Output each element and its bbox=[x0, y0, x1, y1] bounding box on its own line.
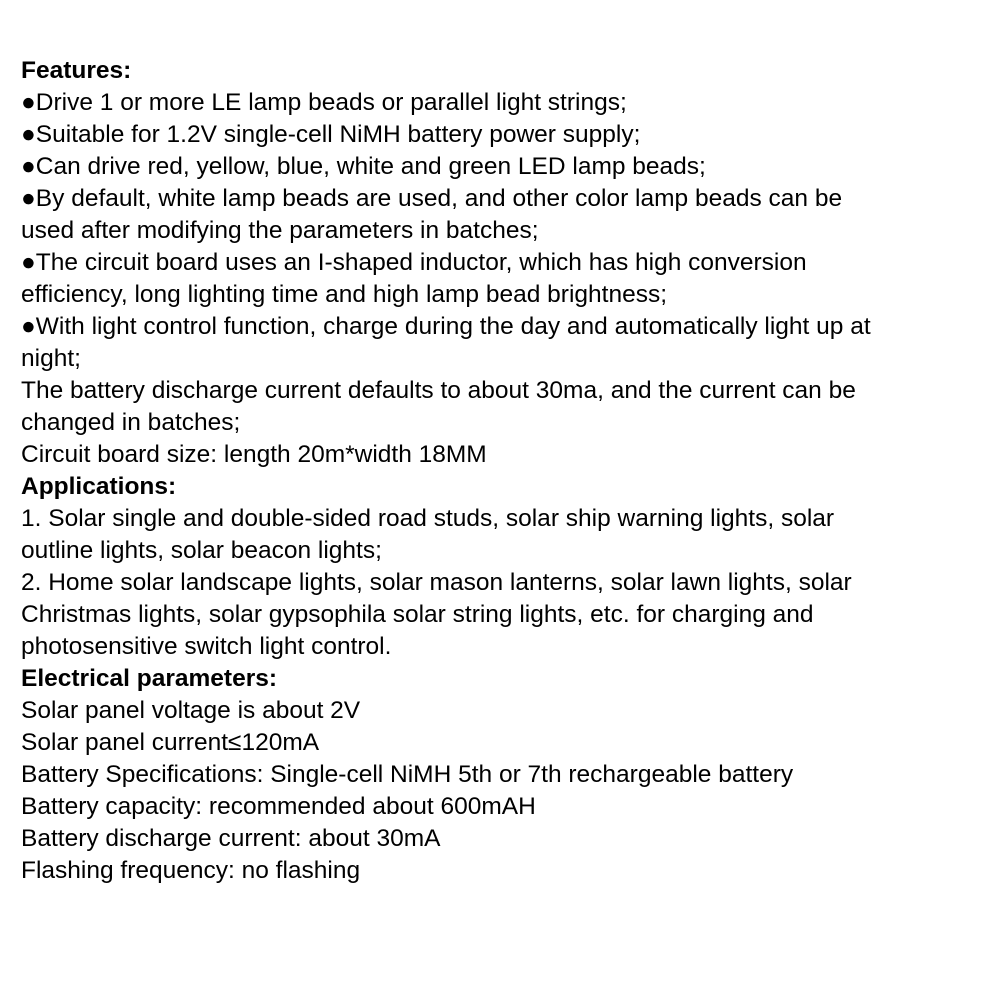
electrical-parameters-section bbox=[21, 663, 981, 887]
features-line: ●With light control function, charge during the day and automatically light up at bbox=[21, 313, 871, 340]
electrical-parameter-line: Flashing frequency: no flashing bbox=[21, 857, 361, 884]
features-heading: Features: bbox=[21, 57, 132, 84]
applications-line: photosensitive switch light control. bbox=[21, 633, 392, 660]
applications-line: 2. Home solar landscape lights, solar mason lanterns, solar lawn lights, solar bbox=[21, 569, 852, 596]
features-line: efficiency, long lighting time and high lamp bead brightness; bbox=[21, 281, 668, 308]
product-description bbox=[21, 55, 981, 887]
features-line: changed in batches; bbox=[21, 409, 241, 436]
features-line: ●By default, white lamp beads are used, and other color lamp beads can be bbox=[21, 185, 843, 212]
electrical-parameters-heading: Electrical parameters: bbox=[21, 665, 278, 692]
electrical-parameter-line: Battery Specifications: Single-cell NiMH 5th or 7th rechargeable battery bbox=[21, 761, 794, 788]
features-line: ●Can drive red, yellow, blue, white and green LED lamp beads; bbox=[21, 153, 706, 180]
features-line: used after modifying the parameters in batches; bbox=[21, 217, 539, 244]
applications-line: Christmas lights, solar gypsophila solar string lights, etc. for charging and bbox=[21, 601, 814, 628]
applications-section bbox=[21, 471, 981, 663]
electrical-parameter-line: Battery discharge current: about 30mA bbox=[21, 825, 441, 852]
features-section bbox=[21, 55, 981, 471]
features-line: night; bbox=[21, 345, 81, 372]
applications-line: outline lights, solar beacon lights; bbox=[21, 537, 382, 564]
features-line: Circuit board size: length 20m*width 18MM bbox=[21, 441, 487, 468]
applications-heading: Applications: bbox=[21, 473, 177, 500]
features-line: ●The circuit board uses an I-shaped inductor, which has high conversion bbox=[21, 249, 807, 276]
electrical-parameter-line: Solar panel voltage is about 2V bbox=[21, 697, 361, 724]
features-line: The battery discharge current defaults to about 30ma, and the current can be bbox=[21, 377, 856, 404]
electrical-parameter-line: Solar panel current≤120mA bbox=[21, 729, 320, 756]
applications-line: 1. Solar single and double-sided road studs, solar ship warning lights, solar bbox=[21, 505, 835, 532]
features-line: ●Suitable for 1.2V single-cell NiMH battery power supply; bbox=[21, 121, 641, 148]
electrical-parameter-line: Battery capacity: recommended about 600mAH bbox=[21, 793, 536, 820]
features-line: ●Drive 1 or more LE lamp beads or parallel light strings; bbox=[21, 89, 627, 116]
